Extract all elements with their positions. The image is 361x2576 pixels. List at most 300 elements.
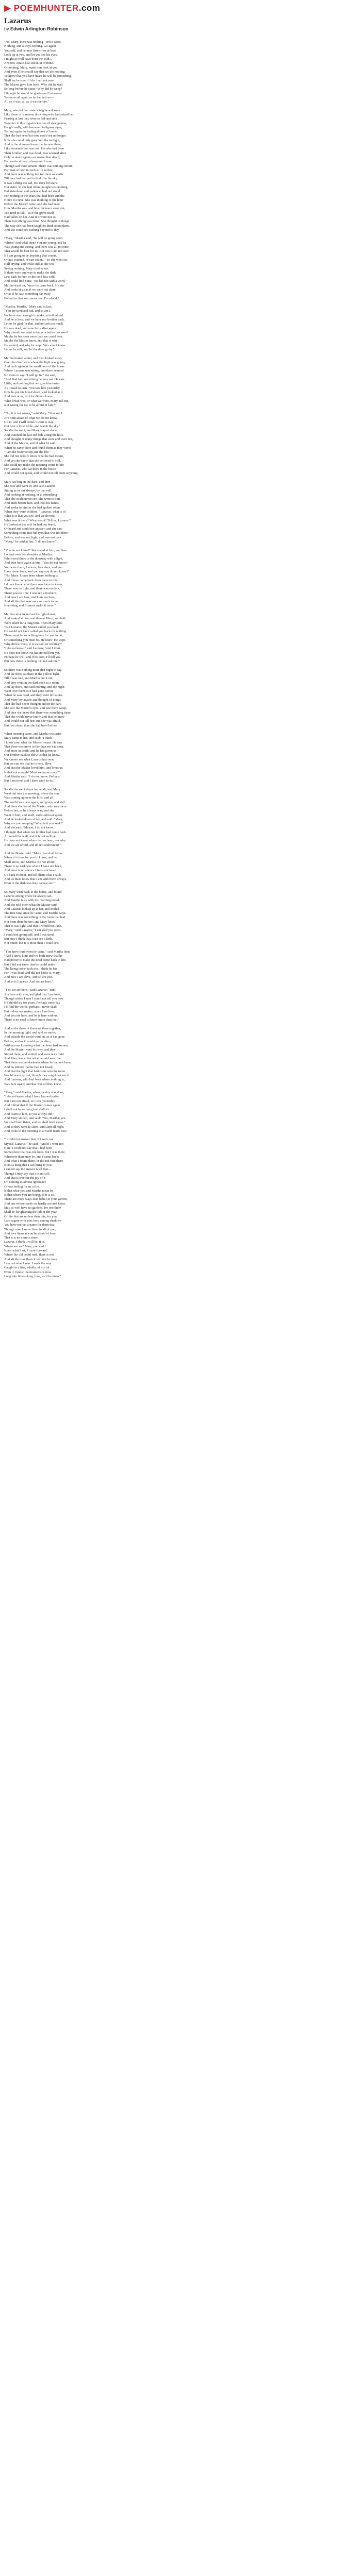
poem-line: Or has counted, or can count..." So she went on,	[4, 258, 68, 262]
poem-line: When it is time for you to know; and he	[4, 856, 57, 860]
poem-line: Not much; but it is more than I could see.	[4, 941, 59, 945]
poem-line: And there she found the Master, who was there	[4, 804, 67, 808]
poem-line: I do not know what there was there to know.	[4, 582, 63, 586]
poem-line: When morning came, and Martha was astir,	[4, 732, 62, 736]
poem-line: You have not yet a name for them that	[4, 1223, 55, 1227]
poem-line: "No, it is not wrong," said Mary. "You and I	[4, 412, 62, 416]
poem-line: Here, I could not say that I had been	[4, 1146, 52, 1150]
poem-line: And all this that was once so much to me	[4, 600, 59, 604]
poem-line: Of life that are no less than this, for you,	[4, 1214, 58, 1218]
poem-line: But sisterhood and patience, had not stood	[4, 190, 60, 194]
poem-line: And Mary knew that what he said was true:	[4, 1056, 62, 1060]
poem-line: But now I think that I can see a little.	[4, 937, 53, 941]
poem-stanza	[4, 357, 293, 408]
poem-line: Or, coming as almost ignorance	[4, 1180, 46, 1184]
poem-line: That would be best for us. But now I am not sure	[4, 249, 69, 253]
poem-line: Went over them as it had gone before	[4, 689, 54, 693]
poem-stanza	[4, 412, 293, 476]
poem-line: Myself, Lazarus," he said, "And if I were not	[4, 1142, 64, 1146]
poem-line: There are more ways than belief in your garden,	[4, 1197, 68, 1201]
poem-line: Was here again; and that was all they knew.	[4, 1082, 62, 1086]
poem-stanza	[4, 852, 293, 886]
poem-line: How Martha was, and how the tears were lost,	[4, 207, 65, 211]
poem-stanza	[4, 890, 293, 946]
poem-line: Lazarus, I think it will be, it is,	[4, 1240, 45, 1244]
poem-author-link[interactable]: Edwin Arlington Robinson	[10, 26, 69, 31]
poem-line: Wherever there may be, and I came back;	[4, 1155, 59, 1159]
poem-line: And knelt before him, and took his hands,	[4, 501, 60, 505]
poem-line: "Mary," said Lazarus, "I am glad you went.	[4, 928, 61, 933]
poem-line: The first time since he came; and Martha wept.	[4, 911, 67, 916]
poem-stanza	[4, 40, 293, 104]
poem-line: "No, Mary. I have been where nothing is;	[4, 574, 59, 578]
poem-line: Though now I know them to all of you;	[4, 1227, 56, 1231]
poem-line: Go back to them, and tell them what I said;	[4, 873, 61, 877]
logo-brand-hunter: HUNTER	[40, 3, 79, 13]
poem-line: Their brother, and was dead, now seemed alive	[4, 151, 67, 155]
poem-line: That she had seen but now could see no longer.	[4, 134, 67, 138]
logo-arrow-icon: ▶	[4, 3, 11, 13]
poem-line: Martha looked at her, and then looked away,	[4, 356, 63, 360]
poem-line: "You knew him when he came," said Martha then,	[4, 950, 71, 954]
poem-line: Or nothing, Mary, made him look at you.	[4, 65, 59, 70]
poem-line: We cannot see what Lazarus has seen;	[4, 757, 55, 761]
poem-line: Would never go out, though they might not see it.	[4, 1074, 70, 1078]
poem-line: Though I may say that it is not all;	[4, 1172, 50, 1176]
poem-line: And now I am here, and I am not here;	[4, 595, 56, 599]
poem-line: That she could never see. She went to him,	[4, 497, 61, 501]
poem-line: Where are we? Mary, you and I	[4, 1244, 46, 1248]
poem-body	[4, 40, 293, 1283]
poem-line: All as it was, all as it was before."	[4, 100, 50, 104]
poem-line: And then she knew that there was something there	[4, 710, 71, 715]
poem-line: Of our feeling for us a fire.	[4, 1184, 40, 1189]
poem-stanza	[4, 1091, 293, 1133]
poem-line: For tombs at least, always until now,	[4, 160, 53, 164]
poem-line: That she would never know, and that he knew	[4, 715, 65, 719]
poem-stanza	[4, 668, 293, 728]
poem-stanza	[4, 1138, 293, 1279]
poem-line: And he is here; and we have our brother back.	[4, 317, 65, 321]
poem-line: As it used to taste. You saw him yesterday,	[4, 386, 61, 390]
poem-line: Had fallen on her. And if it were not so,	[4, 215, 57, 219]
poem-line: Had power to make the dead come back to life.	[4, 958, 67, 962]
poem-line: He does not know. He has not told me yet.	[4, 651, 60, 655]
poem-line: Before the Master came, and she had seen	[4, 202, 60, 207]
poem-line: Go in; and I will come. I want to stay	[4, 420, 54, 424]
poem-line: I cannot say the answer is all that—	[4, 1167, 52, 1172]
poem-line: Are both afraid of what we do not know.	[4, 416, 58, 420]
poem-line: Who stood there in the doorway with a light,	[4, 557, 63, 561]
poem-line: For Lazarus, who sat there in the house	[4, 467, 56, 471]
poem-line: For nothing in the years that had been and the	[4, 194, 64, 198]
poem-line: The Master gave him back. Why did he wait	[4, 82, 63, 87]
poem-line: Is that where you are being? If it is so,	[4, 1193, 55, 1197]
poem-line: Shall we be sure if I do. I am not sure.	[4, 78, 55, 82]
poem-line: There is no darkness where I have not been,	[4, 864, 62, 868]
poem-line: Martha came in and set the light down,	[4, 612, 56, 616]
poem-line: And that the light that had come into the room	[4, 1069, 65, 1073]
poem-line: Why are you weeping? What is it you seek?"	[4, 822, 64, 826]
poem-line: She did not wholly know what he had meant,	[4, 454, 64, 459]
poem-line: And no silence that he had not heard;	[4, 1065, 54, 1069]
poem-line: With no one knowing what the three had known;	[4, 1044, 69, 1048]
poem-line: Sitting as he sat always, by the wall,	[4, 488, 52, 493]
poem-line: I could not go myself; and I was tired.	[4, 933, 55, 937]
poem-line: Even in the darkness they cannot see."	[4, 882, 55, 886]
poem-stanza	[4, 549, 293, 608]
poem-line: Fought sadly, with bereaved indignant eyes,	[4, 125, 62, 129]
poem-line: You were there, Lazarus, four days; and you	[4, 565, 63, 569]
poem-line: And would not speak, and would not tell them anything.	[4, 471, 78, 476]
poem-line: Mary came to her, and said: "I think	[4, 736, 52, 740]
poem-line: "You are tired and sad, and so am I.	[4, 309, 52, 313]
poem-stanza	[4, 305, 293, 352]
poem-stanza	[4, 788, 293, 848]
poem-line: And she could see nothing beyond to-day	[4, 228, 59, 232]
poem-line: "And I knew him; and we both knew that he	[4, 954, 63, 958]
poem-line: Am here with you, and glad that I am here,	[4, 992, 61, 996]
poem-line: The world was new again, and green, and still.	[4, 800, 66, 804]
poem-line: But it does not matter, since I am here,	[4, 1009, 55, 1013]
poem-line: "But Lazarus, the Master called you back.	[4, 625, 60, 629]
poem-line: And there is no silence I have not heard.	[4, 869, 58, 873]
poem-line: She rose and went in, and saw Lazarus	[4, 484, 56, 488]
poem-line: And looking at nothing, or at something	[4, 493, 57, 497]
poem-line: But I am not afraid, as I was yesterday.	[4, 1099, 56, 1103]
poem-stanza	[4, 1027, 293, 1087]
poem-line: And they went in the dark each to a room,	[4, 681, 60, 685]
poem-line: If there were any way to make the dark	[4, 270, 56, 275]
poem-line: Lazarus sitting where he always sat,	[4, 894, 52, 898]
site-header	[0, 0, 361, 15]
poem-line: Is not a thing that I can bring to you.	[4, 1163, 53, 1167]
poem-line: Have come back, and you say you do not know?"	[4, 570, 70, 574]
poem-line: It was a thing too sad, too deep for tears.	[4, 181, 58, 185]
poem-line: And love them as you be afraid of love	[4, 1231, 56, 1235]
poem-line: "I do not know," said Lazarus; "and I think	[4, 647, 61, 651]
poem-line: Or something you must be. He knew. He wept.	[4, 638, 66, 642]
poem-line: But I am tired, and I have work to do."	[4, 779, 55, 783]
poem-line: To know that you have heard he will be something,	[4, 74, 72, 78]
poem-line: When he came there and found them as they were:	[4, 446, 71, 450]
poem-line: And more in death; and he has given us	[4, 749, 57, 753]
poem-line: So long before he came? Why did he weep?	[4, 87, 62, 91]
poem-line: Then everything was blind. She thought of things	[4, 219, 70, 224]
poem-line: Hours to come. She was thinking of the hour	[4, 198, 63, 202]
poem-line: Till they had learned to find it in the sky.	[4, 177, 58, 181]
poem-line: That there was more in life than we had seen,	[4, 744, 64, 749]
poem-line: May as well have no gardens, for one there	[4, 1206, 61, 1210]
poem-line: Little, and nothing that we give him tastes	[4, 382, 60, 386]
poem-line: Till it was late, and Martha put it out,	[4, 676, 54, 681]
poem-line: Though where I was I could not tell you now	[4, 996, 64, 1001]
poem-line: To see us all again as he had left us—	[4, 95, 54, 99]
poem-line: Or as if he saw something far away	[4, 292, 51, 296]
poem-line: There is no need to know more than that."	[4, 1018, 60, 1022]
byline-label: by	[4, 26, 9, 31]
poem-line: And then back again at him. "You do not know?	[4, 561, 68, 565]
poem-stanza	[4, 480, 293, 544]
poem-line: Is that not enough? Must we know more?"	[4, 770, 60, 774]
poem-line: He would not have called you back for nothing.	[4, 630, 67, 634]
poem-line: "Mary," he said at last, "I do not know."	[4, 540, 57, 544]
poem-line: Mary, who felt her sister's frightened arms	[4, 108, 60, 112]
poem-line: Nothing, and always nothing. Go again	[4, 44, 56, 48]
poem-line: "You do not know!" She stared at him, and then	[4, 548, 68, 552]
poem-line: And so the three of them sat there together,	[4, 1026, 61, 1030]
poem-stanza	[4, 109, 293, 233]
poem-line: Before, and as it would go on after,	[4, 1039, 51, 1043]
poem-line: If I should try for years. Perhaps some day	[4, 1001, 60, 1005]
poem-line: For I was dead, and did not know it, Mary;	[4, 971, 61, 975]
poem-line: Where Lazarus was sitting, and there seemed	[4, 369, 64, 373]
poem-line: Only in death again—or worse than death;	[4, 155, 60, 159]
poem-line: Though sad were certain. There was nothing certain	[4, 164, 73, 168]
poem-byline	[4, 26, 69, 32]
poem-line: Our brother back to show us that he knew.	[4, 753, 60, 757]
poem-line: And the three sat there in the yellow light	[4, 672, 59, 676]
poem-line: "Mary," Martha said, "he will be going soon.	[4, 236, 63, 241]
poem-line: So Mary went back to the house, and found	[4, 890, 62, 894]
poem-line: And he looked down at her, and said: "Mary,	[4, 817, 63, 821]
poem-line: And listen to him, as you always did."	[4, 1112, 55, 1116]
poem-line: She could not make the meaning come to life	[4, 463, 64, 467]
poem-line: And so is Lazarus. And we are here."	[4, 979, 54, 984]
poem-line: Before her, as he always was; and she	[4, 809, 54, 813]
poem-line: And she said: "Master, I do not know.	[4, 826, 54, 830]
poem-line: And that is true for the joy of it	[4, 1176, 45, 1180]
poem-line: Behind us that we cannot see. I'm afraid."	[4, 296, 59, 300]
poem-line: Too tired to fall—as if the grave itself	[4, 211, 54, 215]
poem-line: And we are afraid, and do not understand."	[4, 843, 61, 847]
poem-line: And let them know that I am with them always,	[4, 877, 67, 881]
site-logo[interactable]	[4, 3, 100, 13]
poem-line: Seeing nothing, Mary tried to see	[4, 266, 48, 270]
poem-line: So there was nothing more that night to say,	[4, 668, 62, 672]
poem-line: Yourself, and he may listen—or at least	[4, 48, 57, 53]
poem-line: Something come into his eyes that was not there	[4, 531, 68, 535]
poem-line: Shall be for gleaning the fall of the year.	[4, 1210, 58, 1214]
poem-line: Long into time—long, long, as if he knew"	[4, 1274, 61, 1278]
poem-line: All would be well; and it is not well yet.	[4, 835, 57, 839]
poem-line: And now I am alive. And so are you.	[4, 975, 53, 979]
poem-line: No more to say. "I will go in," she said,	[4, 373, 56, 377]
poem-line: But less afraid than she had been before.	[4, 723, 58, 727]
poem-line: And the Master said: "Mary, you shall know	[4, 852, 63, 856]
poem-line: Is that what you and Martha mean by	[4, 1189, 54, 1193]
poem-line: How he put his bread down, and looked at it,	[4, 390, 63, 394]
poem-line: Even if I know the moments is now	[4, 1270, 52, 1274]
poem-line: Why did he weep, if it was all for nothing?"	[4, 642, 62, 646]
poem-line: And all the time there it will not be long	[4, 1257, 57, 1261]
poem-line: There was no time. I was not anywhere.	[4, 591, 57, 595]
poem-line: And I think that if the Master comes again	[4, 1104, 60, 1108]
poem-line: I shall not be so busy, but shall sit	[4, 1108, 49, 1112]
poem-line: And so they went to sleep, and slept all night,	[4, 1125, 64, 1129]
poem-line: And Lazarus looked up at her, and smiled—	[4, 907, 62, 911]
poem-line: And even if he should say that we are nothing,	[4, 70, 65, 74]
poem-line: And Mary lay awake and thought of things	[4, 698, 61, 702]
poem-line: What bread was, or what we were. Mary, tell me,	[4, 399, 69, 403]
poem-line: And there was something in the room that had	[4, 916, 65, 920]
poem-line: We have seen enough to make us both afraid.	[4, 313, 64, 317]
poem-line: "Yes, we are here," said Lazarus; "and I	[4, 988, 57, 992]
poem-line: To find again the fading shores of home	[4, 130, 57, 134]
poem-line: And I have come back from there to this.	[4, 578, 58, 582]
poem-line: And watched the last red fade along the hills,	[4, 433, 64, 437]
poem-line: I thought that when our brother had come back	[4, 830, 66, 834]
poem-line: Let us be glad for that, and not ask too much.	[4, 322, 64, 326]
poem-line: Somewhere that was not here. But I was there,	[4, 1150, 65, 1155]
poem-line: She saw the Master's eyes, and saw them weep,	[4, 706, 67, 710]
poem-line: In the morning light, and said no more;	[4, 1031, 56, 1035]
poem-line: Let us be still, and let the days go by."	[4, 348, 55, 352]
poem-line: That she had never thought; and in the dark	[4, 702, 62, 706]
poem-line: And lay there, and said nothing; and the night	[4, 685, 64, 689]
poem-line: Out here a little while, and watch the sky."	[4, 425, 60, 429]
poem-line: Like someone that was not. He who had been	[4, 147, 64, 151]
poem-stanza	[4, 613, 293, 664]
poem-line: I am not what I was. I walk the way	[4, 1261, 52, 1265]
poem-line: Now she could only gaze into the twilight,	[4, 138, 60, 142]
poem-line: Stayed there, and waited, and were not afraid.	[4, 1052, 65, 1056]
poem-line: And Martha said: "I do not know. Perhaps.	[4, 774, 61, 778]
poem-line: That there was no darkness where he had not been,	[4, 1061, 72, 1065]
poem-line: "No, Mary, there was nothing—not a word.	[4, 40, 61, 44]
poem-line: Was young and strong, and there was all to come	[4, 245, 69, 249]
poem-line: And woke in the morning to a world made new.	[4, 1129, 68, 1133]
poem-line: Is it wrong for me to be afraid of him?"	[4, 403, 56, 407]
poem-line: And Martha busy with the morning bread;	[4, 899, 60, 903]
poem-line: Her sister, so she had often thought was nothing	[4, 185, 68, 189]
poem-line: There must be something here for you to do,	[4, 634, 63, 638]
poem-line: That it is no more a stone.	[4, 1236, 39, 1240]
poem-line: "I am the resurrection and the life."	[4, 450, 51, 454]
poem-line: And looks at us as if we were not there,	[4, 288, 57, 292]
poem-line: And Mary smiled, and said: "Yes, Martha; yes.	[4, 1116, 66, 1120]
poem-line: And that the Master loved him, and loves us.	[4, 766, 63, 770]
poem-line: "Martha, Martha," Mary said at last,	[4, 305, 52, 309]
poem-line: And she told them what the Master said.	[4, 903, 58, 907]
poem-line: If I am going to be anything that counts,	[4, 253, 57, 258]
poem-line: Is not what I set, I carry forward	[4, 1249, 47, 1253]
poem-line: And there was nothing left for them on earth	[4, 173, 63, 177]
poem-line: And outside the world went on, as it had gone	[4, 1035, 65, 1039]
poem-line: Maybe the Master knew, and that is why	[4, 339, 58, 343]
poem-line: He does not know where he has been, nor why.	[4, 839, 67, 843]
poem-line: Martha went on, "since he came back. He sits	[4, 283, 64, 287]
poem-line: Less dark for her, or the cold less cold,	[4, 275, 56, 279]
poem-line: Where? And what then? You are young, and he	[4, 241, 67, 245]
poem-line: "I do not know what I have learned today;	[4, 1095, 60, 1099]
poem-line: Why should we want to know what he has seen?	[4, 330, 69, 334]
poem-line: That it was light, and that it would not fade.	[4, 924, 62, 928]
poem-line: He was dead, and now he is alive again.	[4, 326, 57, 330]
poem-stanza	[4, 236, 293, 300]
poem-line: So Martha went, and Mary stayed alone,	[4, 429, 58, 433]
poem-line: What was it there? What was it? Tell us, Lazarus."	[4, 518, 71, 522]
poem-line: A weird, estate-like stolen in of mine.	[4, 61, 54, 65]
poem-line: And in the dimness know that he was there,	[4, 143, 62, 147]
poem-line: Like those of someone drowning who had seized her,	[4, 112, 75, 116]
poem-line: Is nothing, and I cannot make it more."	[4, 604, 56, 608]
logo-brand-poem: POEM	[13, 3, 41, 13]
poem-line: Perhaps he will; and if he does, I'll tell you.	[4, 655, 62, 659]
poem-stanza	[4, 988, 293, 1022]
poem-line: I thought he would be glad—and Lazarus—	[4, 91, 62, 95]
poem-line: But I did not know that he could make	[4, 962, 55, 967]
poem-line: So Martha went about her work, and Mary	[4, 787, 60, 791]
poem-line: We shall both listen, and we shall both know."	[4, 1121, 65, 1125]
poem-line: And spoke to him as she had spoken often	[4, 505, 60, 510]
poem-line: When they were children: "Lazarus, what is it?	[4, 510, 67, 514]
poem-line: "I could not answer that, if I were not	[4, 1138, 54, 1142]
poem-line: Went out into the morning, where the sun	[4, 792, 59, 796]
poem-line: Were silent for a long time. Then Mary said:	[4, 621, 63, 625]
poem-line: When he was dead, and they were left alone.	[4, 693, 63, 698]
poem-line: And could find none. "He has not said a word,"	[4, 279, 67, 283]
poem-line: The living come back too. I think he has.	[4, 967, 58, 971]
poem-line: And of the Master, and of what he said	[4, 442, 56, 446]
poem-line: I'll find the words; perhaps I never shall.	[4, 1005, 58, 1009]
poem-line: Not been there before; and Mary knew	[4, 920, 56, 924]
poem-line: And then at us, as if he did not know	[4, 395, 53, 399]
poem-line: And one whose seeds we hardly see and know.	[4, 1201, 66, 1206]
poem-line: Look up at you, and let you see his eyes.	[4, 53, 58, 57]
poem-line: And you are here, and he is here with us.	[4, 1014, 58, 1018]
poem-line: He waited, and why he wept. We cannot know.	[4, 343, 66, 347]
poem-line: Lam sagain with you, here among shadows	[4, 1218, 61, 1223]
poem-line: Maybe he has seen more than we could bear.	[4, 335, 63, 339]
poem-line: Before, and was not light, and was not dark.	[4, 535, 62, 539]
poem-line: Half crying; and while still as she was	[4, 262, 55, 266]
poem-line: Fearing at last they were to fail and sink	[4, 117, 57, 121]
poem-line: And yet she knew that she believed it; still,	[4, 459, 61, 463]
poem-line: Went to him, and knelt, and could not speak.	[4, 813, 63, 817]
poem-line: He looked at her as if he had not heard,	[4, 522, 56, 527]
logo-brand-domain: .com	[78, 3, 101, 13]
poem-title: Lazarus	[4, 17, 31, 25]
poem-line: But we can see that he is here, alive,	[4, 762, 52, 766]
poem-line: And thought of many things that were and were not,	[4, 437, 73, 442]
poem-line: Or heard and could not answer; and she saw	[4, 527, 62, 531]
poem-stanza	[4, 732, 293, 784]
poem-line: And what I found there, or did not find there,	[4, 1159, 64, 1163]
poem-line: And back again at the small door of the house	[4, 365, 65, 369]
poem-line: Mary sat long in the dark, and then	[4, 480, 51, 484]
poem-line: "And find him something he may eat. He eats	[4, 378, 64, 382]
poem-line: Caught in a line, wholly, of my lot	[4, 1266, 50, 1270]
poem-line: For man or God in such a life as this;	[4, 168, 53, 172]
poem-line: And Lazarus, who had been where nothing is,	[4, 1078, 65, 1082]
poem-line: And would not tell her; and she was afraid,	[4, 719, 61, 723]
poem-line: Where the old could rush, there is not	[4, 1253, 54, 1257]
poem-line: Shall know, and Martha. Be not afraid.	[4, 860, 56, 864]
poem-line: But now there is nothing. Do not ask me."	[4, 659, 60, 664]
poem-line: "Mary," said Martha, when the day was done,	[4, 1091, 64, 1095]
poem-line: The way she had been taught to think about them,	[4, 224, 70, 228]
poem-line: Looked over her shoulder at Martha,	[4, 552, 53, 556]
poem-stanza	[4, 950, 293, 984]
poem-line: And looked at him, and then at Mary; and both	[4, 617, 66, 621]
poem-line: Was coming up over the hills, and all	[4, 796, 53, 800]
poem-line: There was no light, and there was no dark;	[4, 587, 60, 591]
poem-line: Over the dim fields where the light was going,	[4, 360, 65, 364]
poem-line: I might as well have been the cold...	[4, 57, 52, 61]
poem-line: I know now what the Master meant. He saw	[4, 740, 62, 744]
poem-line: Together in this fog-stricken sea of strangeness,	[4, 121, 67, 125]
